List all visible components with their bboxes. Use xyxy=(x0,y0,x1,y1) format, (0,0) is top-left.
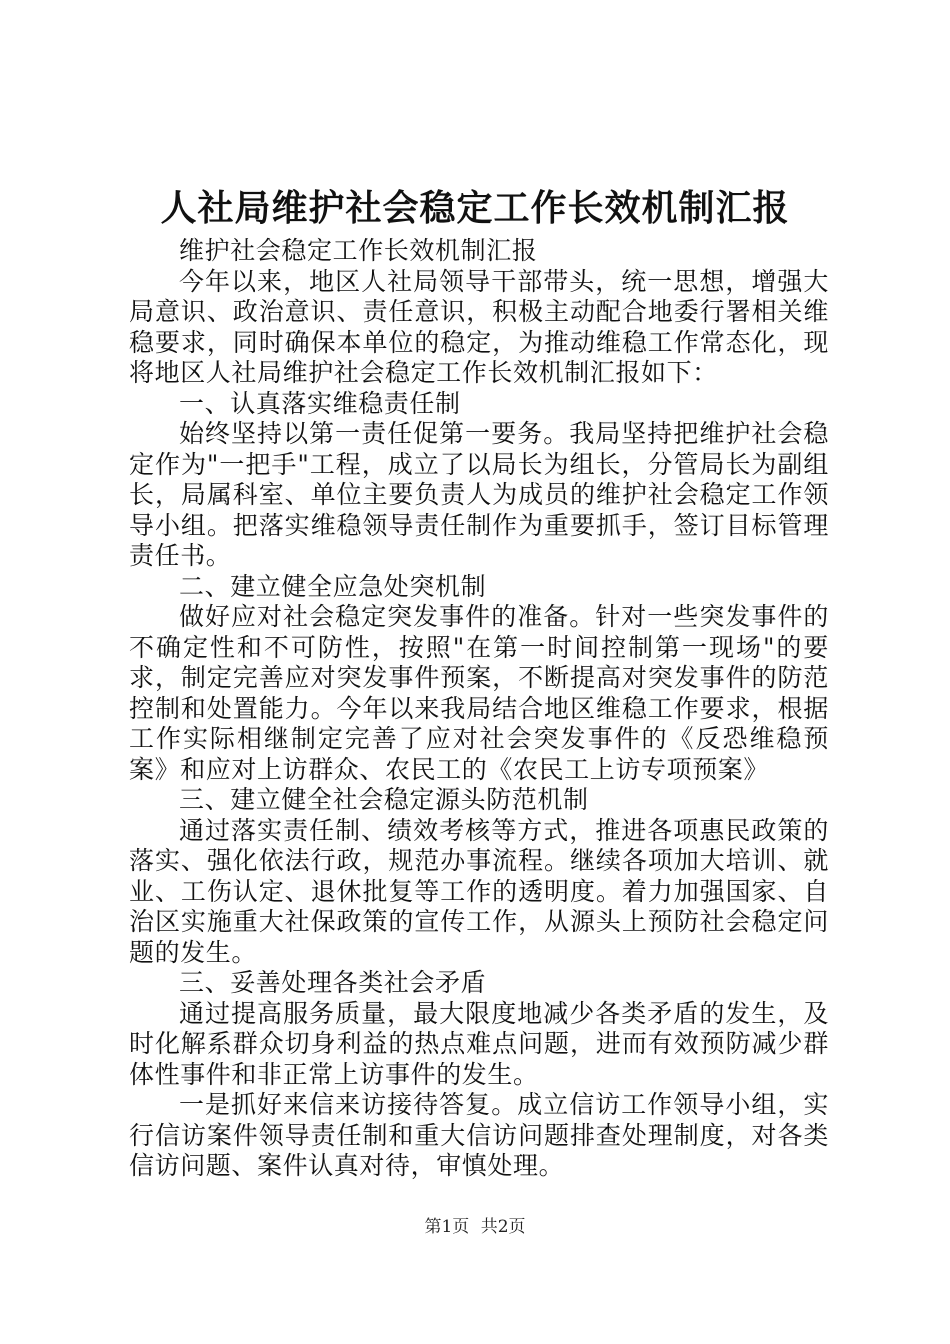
section-heading-3: 三、建立健全社会稳定源头防范机制 xyxy=(179,785,589,814)
section-paragraph-1: 始终坚持以第一责任促第一要务。我局坚持把维护社会稳定作为"一把手"工程，成立了以局长为组长，分管局长为副组长，局属科室、单位主要负责人为成员的维护社会稳定工作领导小组。把落实维稳领导责任制作为重要抓手，签订目标管理责任书。 xyxy=(129,419,829,570)
page-total: 共2页 xyxy=(480,1217,526,1237)
section-heading-4: 三、妥善处理各类社会矛盾 xyxy=(179,968,487,997)
section-paragraph-2: 做好应对社会稳定突发事件的准备。针对一些突发事件的不确定性和不可防性，按照"在第一时间控制第一现场"的要求，制定完善应对突发事件预案，不断提高对突发事件的防范控制和处置能力。今年以来我局结合地区维稳工作要求，根据工作实际相继制定完善了应对社会突发事件的《反恐维稳预案》和应对上访群众、农民工的《农民工上访专项预案》 xyxy=(129,602,829,784)
intro-paragraph: 今年以来，地区人社局领导干部带头，统一思想，增强大局意识、政治意识、责任意识，积极主动配合地委行署相关维稳要求，同时确保本单位的稳定，为推动维稳工作常态化，现将地区人社局维护社会稳定工作长效机制汇报如下： xyxy=(129,266,829,387)
page-footer xyxy=(0,1216,950,1238)
document-body xyxy=(129,236,829,1182)
subtitle-paragraph: 维护社会稳定工作长效机制汇报 xyxy=(179,236,538,265)
section-paragraph-4: 通过提高服务质量，最大限度地减少各类矛盾的发生，及时化解系群众切身利益的热点难点问题，进而有效预防减少群体性事件和非正常上访事件的发生。 xyxy=(129,998,829,1089)
section-paragraph-3: 通过落实责任制、绩效考核等方式，推进各项惠民政策的落实、强化依法行政，规范办事流程。继续各项加大培训、就业、工伤认定、退休批复等工作的透明度。着力加强国家、自治区实施重大社保政策的宣传工作，从源头上预防社会稳定问题的发生。 xyxy=(129,815,829,967)
section-heading-2: 二、建立健全应急处突机制 xyxy=(179,571,487,601)
page-number: 第1页 xyxy=(424,1217,470,1237)
section-heading-1: 一、认真落实维稳责任制 xyxy=(179,388,461,418)
section-paragraph-5: 一是抓好来信来访接待答复。成立信访工作领导小组，实行信访案件领导责任制和重大信访问题排查处理制度，对各类信访问题、案件认真对待，审慎处理。 xyxy=(129,1090,829,1180)
document-title: 人社局维护社会稳定工作长效机制汇报 xyxy=(160,187,790,229)
